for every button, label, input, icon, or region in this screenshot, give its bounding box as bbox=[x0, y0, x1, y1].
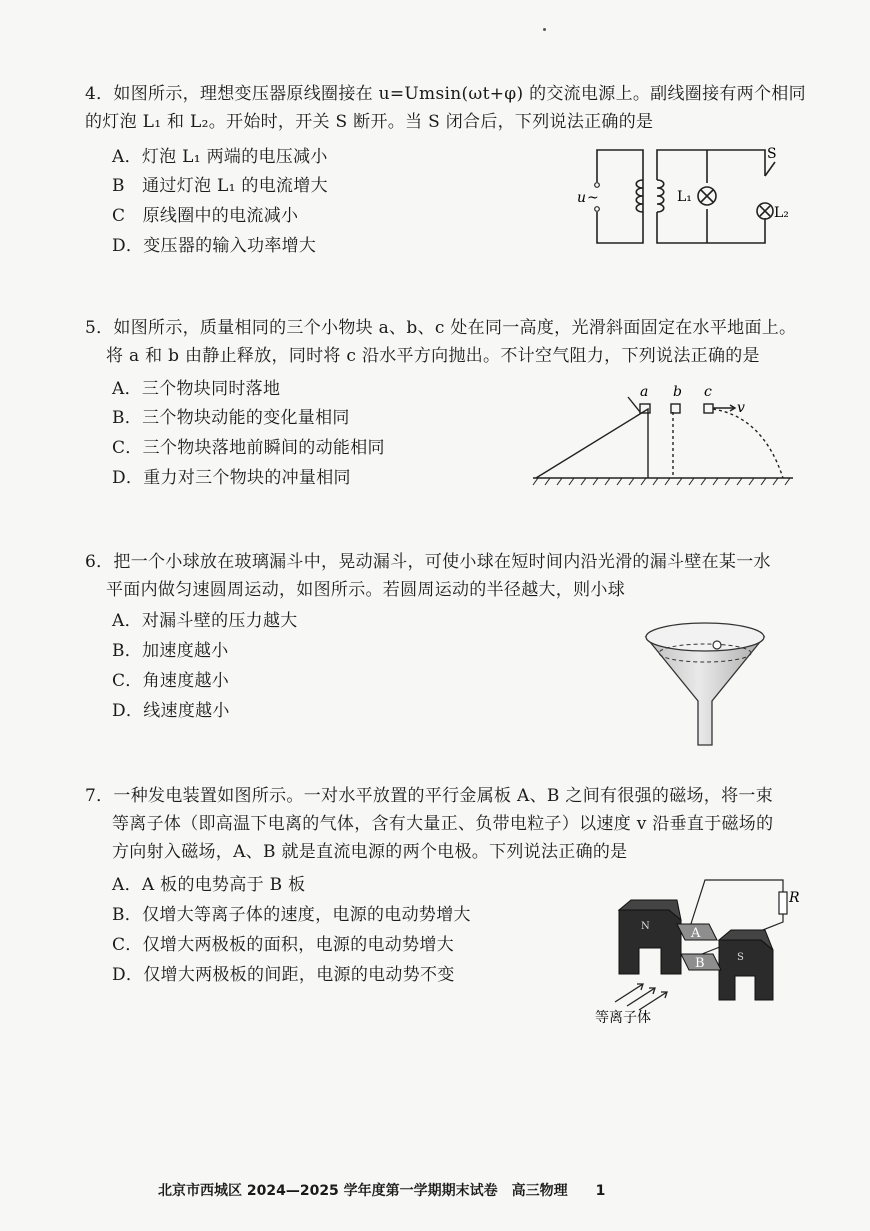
q7-stem-line-2: 等离子体（即高温下电离的气体，含有大量正、负带电粒子）以速度 v 沿垂直于磁场的 bbox=[112, 814, 774, 834]
scan-dot bbox=[543, 28, 546, 31]
q7-option-d: D．仅增大两极板的间距，电源的电动势不变 bbox=[112, 965, 455, 985]
block-b-label: b bbox=[673, 384, 682, 400]
q6-option-c: C．角速度越小 bbox=[112, 671, 230, 691]
q5-stem-line-1: 5．如图所示，质量相同的三个小物块 a、b、c 处在同一高度，光滑斜面固定在水平地面上。 bbox=[85, 318, 797, 338]
velocity-label: v bbox=[737, 400, 745, 416]
q6-option-b: B．加速度越小 bbox=[112, 641, 229, 661]
q5-stem-line-2: 将 a 和 b 由静止释放，同时将 c 沿水平方向抛出。不计空气阻力，下列说法正确的是 bbox=[106, 346, 760, 366]
q4-option-a: A．灯泡 L₁ 两端的电压减小 bbox=[112, 147, 328, 167]
q5-option-b: B．三个物块动能的变化量相同 bbox=[112, 408, 350, 428]
q7-option-c: C．仅增大两极板的面积，电源的电动势增大 bbox=[112, 935, 455, 955]
source-label: u bbox=[577, 190, 587, 206]
q6-option-a: A．对漏斗壁的压力越大 bbox=[112, 611, 298, 631]
q5-option-c: C．三个物块落地前瞬间的动能相同 bbox=[112, 438, 385, 458]
q6-stem-line-1: 6．把一个小球放在玻璃漏斗中，晃动漏斗，可使小球在短时间内沿光滑的漏斗壁在某一水 bbox=[85, 552, 771, 572]
q7-option-a: A．A 板的电势高于 B 板 bbox=[112, 875, 306, 895]
q5-option-d: D．重力对三个物块的冲量相同 bbox=[112, 468, 351, 488]
resistor-label: R bbox=[789, 890, 800, 906]
source-tilde: ~ bbox=[587, 190, 599, 206]
q4-option-b: B 通过灯泡 L₁ 的电流增大 bbox=[112, 176, 328, 196]
q4-stem-line-2: 的灯泡 L₁ 和 L₂。开始时，开关 S 断开。当 S 闭合后，下列说法正确的是 bbox=[85, 112, 654, 132]
q7-option-b: B．仅增大等离子体的速度，电源的电动势增大 bbox=[112, 905, 471, 925]
switch-label: S bbox=[767, 146, 777, 162]
q6-option-d: D．线速度越小 bbox=[112, 701, 230, 721]
q7-stem-line-3: 方向射入磁场，A、B 就是直流电源的两个电极。下列说法正确的是 bbox=[112, 842, 628, 862]
block-a-label: a bbox=[640, 384, 649, 400]
q5-option-a: A．三个物块同时落地 bbox=[112, 379, 281, 399]
bulb-l1-label: L₁ bbox=[677, 189, 692, 205]
q7-stem-line-1: 7．一种发电装置如图所示。一对水平放置的平行金属板 A、B 之间有很强的磁场，将一束 bbox=[85, 786, 773, 806]
transformer-circuit-figure bbox=[575, 140, 790, 255]
magnet-south-label: S bbox=[737, 952, 744, 963]
q6-stem-line-2: 平面内做匀速圆周运动，如图所示。若圆周运动的半径越大，则小球 bbox=[106, 580, 625, 600]
plasma-label: 等离子体 bbox=[595, 1010, 651, 1026]
q4-option-d: D．变压器的输入功率增大 bbox=[112, 236, 317, 256]
plate-a-label: A bbox=[691, 926, 701, 941]
plate-b-label: B bbox=[695, 956, 705, 971]
funnel-figure bbox=[640, 615, 770, 750]
q4-stem-line-1: 4．如图所示，理想变压器原线圈接在 u=Umsin(ωt+φ) 的交流电源上。副线圈接有两个相同 bbox=[85, 84, 806, 104]
mhd-generator-figure bbox=[585, 872, 810, 1030]
bulb-l2-label: L₂ bbox=[774, 205, 789, 221]
block-c-label: c bbox=[704, 384, 712, 400]
incline-projectile-figure bbox=[528, 382, 798, 492]
q4-option-c: C 原线圈中的电流减小 bbox=[112, 206, 299, 226]
magnet-north-label: N bbox=[641, 921, 650, 932]
page-footer: 北京市西城区 2024—2025 学年度第一学期期末试卷 高三物理 1 bbox=[158, 1183, 606, 1199]
